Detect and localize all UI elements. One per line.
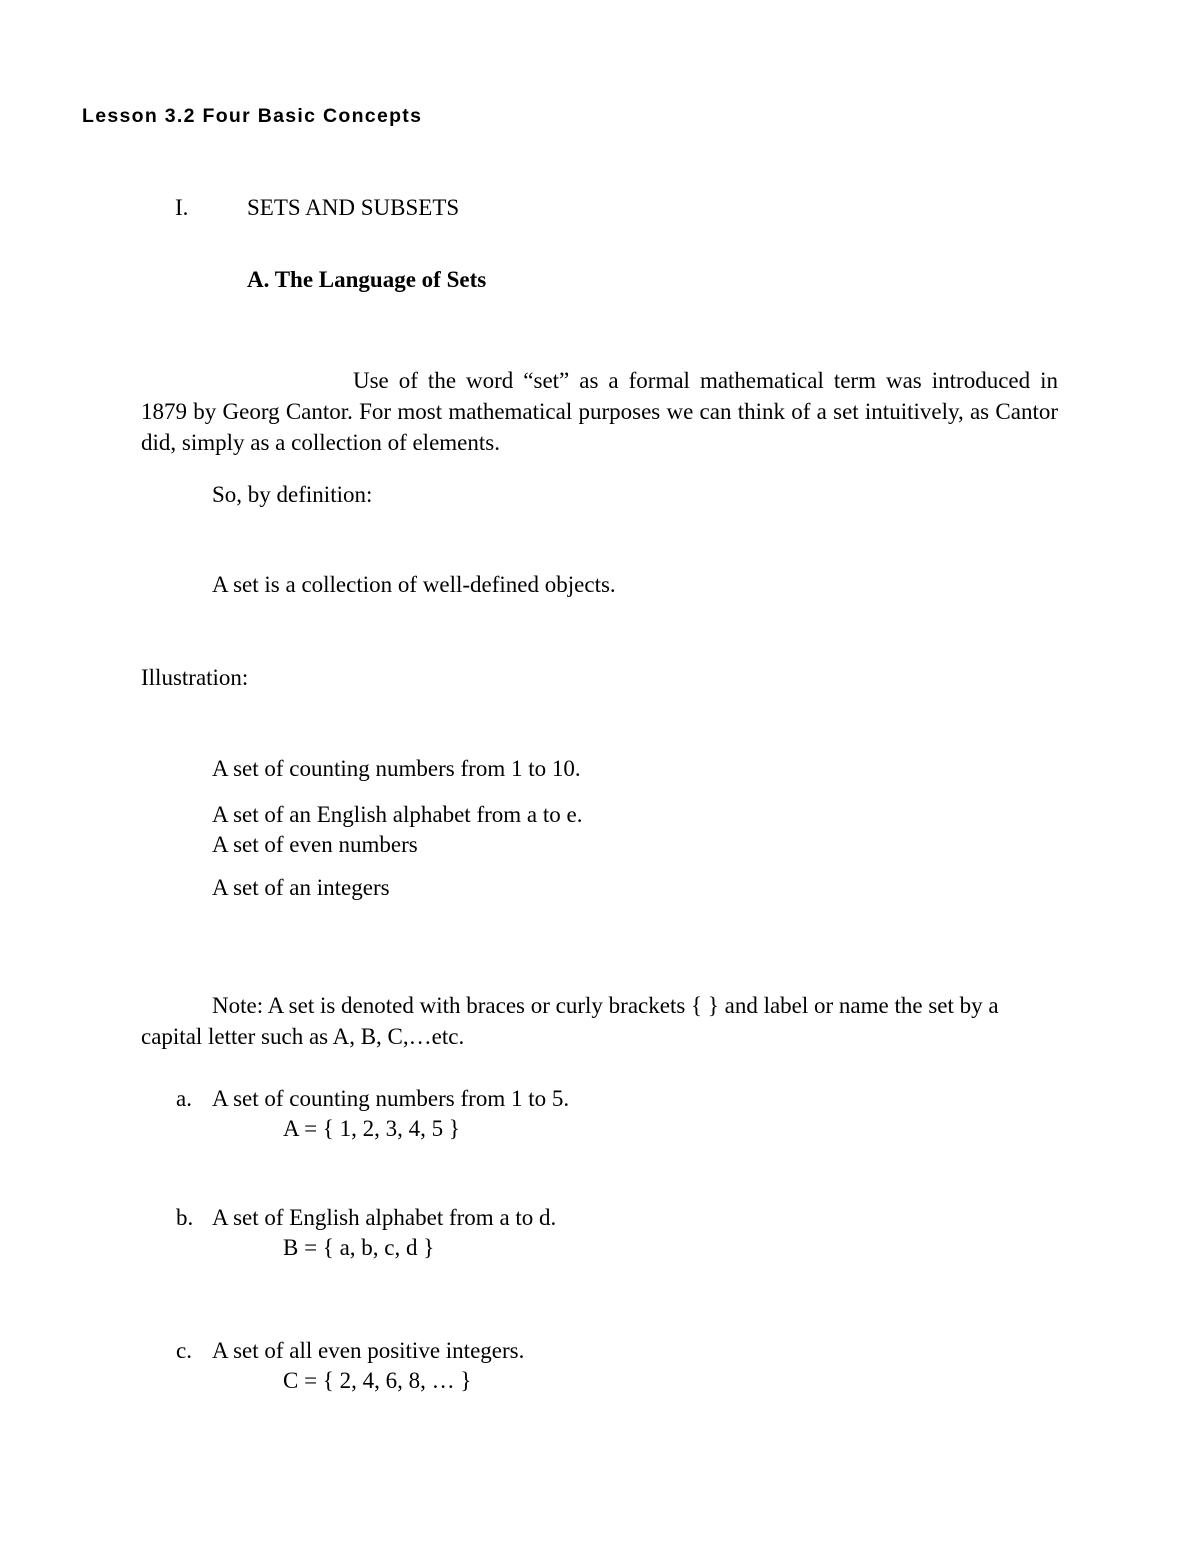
example-letter: a. [176, 1086, 192, 1111]
subsection-title: A. The Language of Sets [247, 267, 487, 292]
example-letter: c. [176, 1338, 192, 1363]
definition-text: A set is a collection of well-defined objects. [212, 572, 616, 597]
lesson-title: Lesson 3.2 Four Basic Concepts [82, 105, 423, 127]
illustration-label: Illustration: [141, 665, 249, 690]
illustration-item: A set of an English alphabet from a to e. [212, 802, 583, 827]
section-title: SETS AND SUBSETS [247, 195, 460, 220]
intro-paragraph: Use of the word “set” as a formal mathematical term was introduced in 1879 by Georg Cantor. For most mathematical purposes we can think of a set intuitively, as Cantor did, simply as a collection of elements. [141, 368, 1058, 455]
section-number: I. [175, 195, 189, 220]
example-description: A set of English alphabet from a to d. [212, 1205, 557, 1230]
example-description: A set of counting numbers from 1 to 5. [212, 1086, 570, 1111]
illustration-item: A set of counting numbers from 1 to 10. [212, 756, 581, 781]
example-set-notation: B = { a, b, c, d } [283, 1235, 435, 1260]
note-paragraph: Note: A set is denoted with braces or curly brackets { } and label or name the set by a capital letter such as A, B, C,…etc. [141, 993, 999, 1049]
illustration-item: A set of an integers [212, 875, 390, 900]
example-description: A set of all even positive integers. [212, 1338, 525, 1363]
example-set-notation: A = { 1, 2, 3, 4, 5 } [283, 1116, 460, 1141]
illustration-item: A set of even numbers [212, 832, 418, 857]
example-set-notation: C = { 2, 4, 6, 8, … } [283, 1368, 472, 1393]
definition-lead: So, by definition: [212, 482, 373, 507]
example-letter: b. [176, 1205, 194, 1230]
